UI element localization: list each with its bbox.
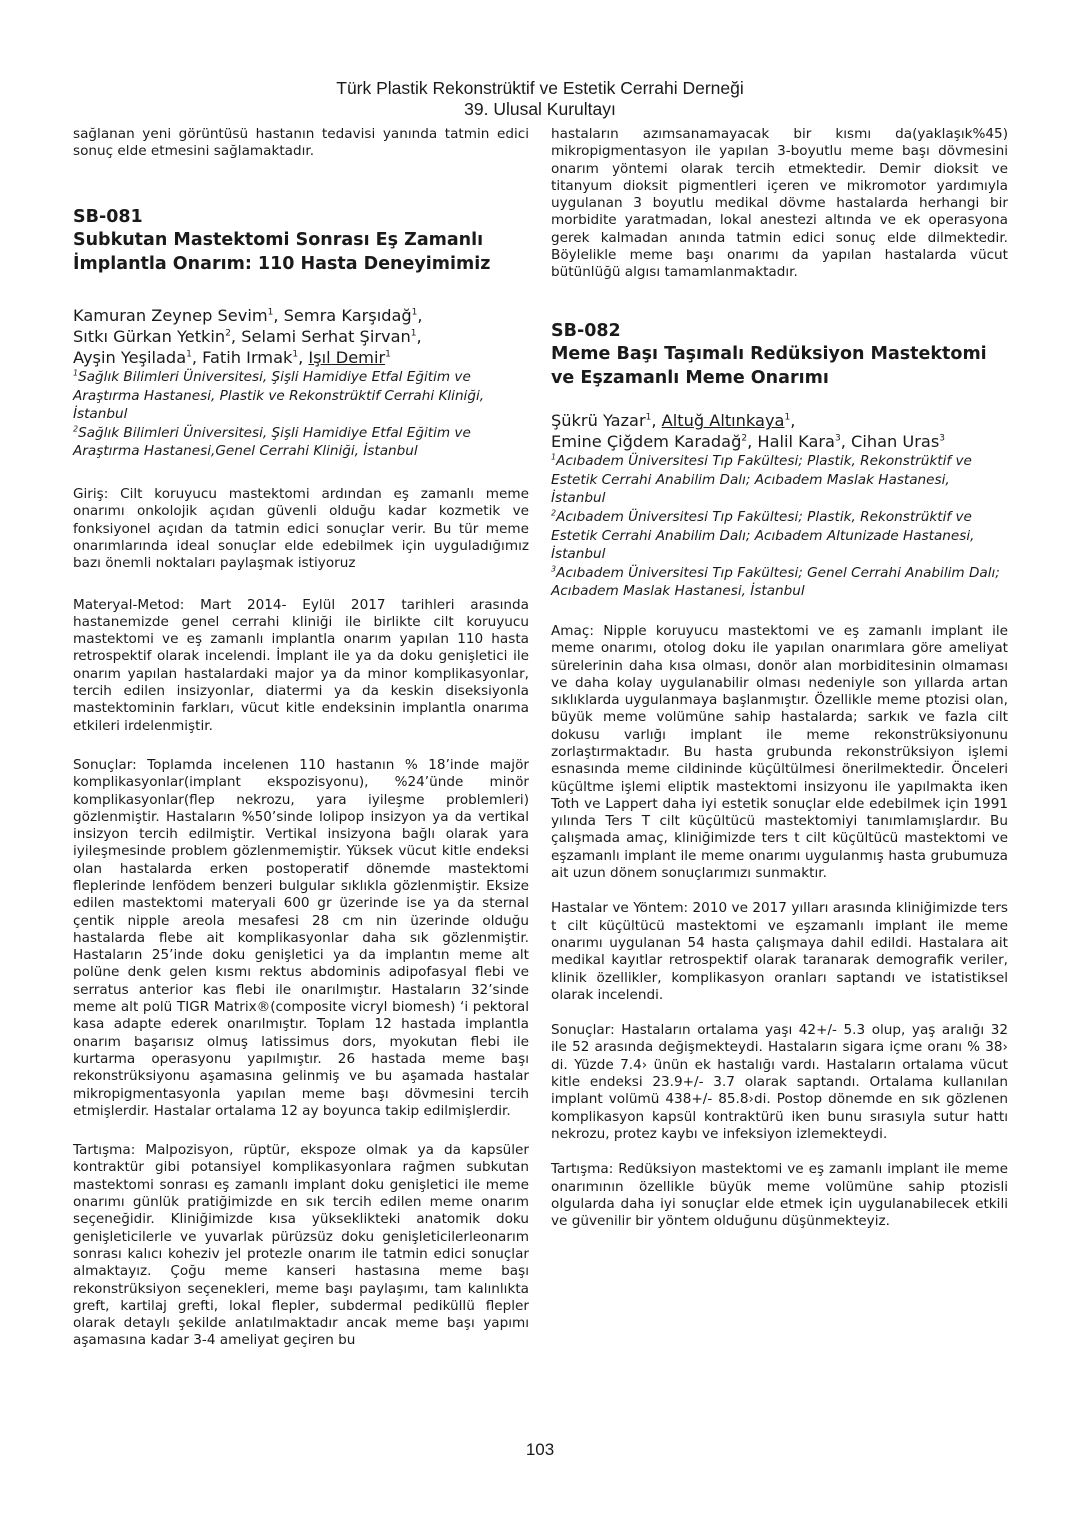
author: Kamuran Zeynep Sevim [73, 306, 268, 326]
author: Semra Karşıdağ [283, 306, 412, 326]
author-sup: 1 [411, 307, 418, 318]
page-number: 103 [525, 1440, 555, 1459]
author-sup: 1 [385, 349, 391, 360]
presenting-author: Işıl Demir [308, 348, 386, 368]
abstract-title: Subkutan Mastektomi Sonrası Eş Zamanlı İmplantla Onarım: 110 Hasta Deneyimimiz [73, 230, 491, 274]
author: Selami Serhat Şirvan [241, 327, 411, 347]
aim-paragraph: Amaç: Nipple koruyucu mastektomi ve eş zamanlı implant ile meme onarımı, otolog doku ile yapılan onarımlara göre ameliyat sürelerinin daha kısa olması, donör alan morbiditesinin olmaması ve daha kolay uygulanabilir olması nedeniyle son yıllarda artan sıklıklarda uygulanmaya başlanmıştır. Özellikle meme ptozisi olan, büyük meme volümüne sahip hastalarda; sarkık ve fazla cilt dokusu varlığı implant ile meme rekonstrüksiyonunu zorlaştırmaktadır. Bu hasta grubunda rekonstrüksiyon işlemi esnasında meme cildininde küçültülmesi önerilmektedir. Önceleri küçültme işlemi eliptik mastektomi insizyonu ile yapılmakta iken Toth ve Lappert daha iyi estetik sonuçlar elde edebilmek için 1991 yılında Ters T cilt küçültücü mastektomiyi tanımlamışlardır. Bu çalışmada amaç, kliniğimizde ters t cilt küçültücü mastektomi ve eşzamanlı implant ile meme onarımı uygulanmış hasta grubumuza ait uzun dönem sonuçlarımızı sunmaktır. [551, 622, 1008, 882]
results-paragraph: Sonuçlar: Hastaların ortalama yaşı 42+/- 5.3 olup, yaş aralığı 32 ile 52 arasında değişmekteydi. Hastaların sigara içme oranı % 38› di. Yüzde 7.4› ünün ek hastalığı vardı. Hastaların ortalama vücut kitle endeksi 23.9+/- 3.7 olarak saptandı. Ortalama kullanılan implant volümü 438+/- 85.8›di. Postop dönemde en sık gözlenen komplikasyon kapsül kontraktürü iken bunu sırasıyla sutur hattı nekrozu, protez kaybı ve infeksiyon izlemekteydi. [551, 1022, 1008, 1142]
abstract-code: SB-081 [73, 206, 143, 227]
author-sup: 3 [834, 433, 841, 444]
author-sup: 3 [939, 433, 945, 444]
continuation-text: hastaların azımsanamayacak bir kısmı da(yaklaşık%45) mikropigmentasyon ile yapılan 3-boyutlu meme başı dövmesini onarım yöntemi olarak tercih etmektedir. Demir dioksit ve titanyum dioksit pigmentleri içeren ve mikromotor yardımıyla uygulanan 3 boyutlu medikal dövme hastalarda herhangi bir morbidite yaratmadan, lokal anestezi altında ve ek operasyona gerek kalmadan anında tatmin edici sonuç elde dilmektedir. Böylelikle meme başı onarımı da yapılan hastalarda vücut bütünlüğü algısı tamamlanmaktadır. [551, 126, 1008, 281]
abstract-code: SB-082 [551, 320, 621, 341]
author-sup: 1 [292, 349, 299, 360]
author-sup: 2 [741, 433, 748, 444]
presenting-author: Altuğ Altınkaya [661, 411, 785, 431]
author-sup: 1 [267, 307, 274, 318]
author: Emine Çiğdem Karadağ [551, 432, 742, 452]
affiliation: $^1$Sağlık Bilimleri Üniversitesi, Şişli Hamidiye Etfal Eğitim ve Araştırma Hastanesi, Plastik ve Rekonstrüktif Cerrahi Kliniği, İstanbul [73, 368, 485, 423]
author-sup: 2 [225, 328, 231, 339]
author: Halil Kara [757, 432, 835, 452]
author: Şükrü Yazar [551, 411, 646, 431]
affiliation: $^2$Sağlık Bilimleri Üniversitesi, Şişli Hamidiye Etfal Eğitim ve Araştırma Hastanesi,Genel Cerrahi Kliniği, İstanbul [73, 424, 471, 460]
page-header [0, 78, 1080, 120]
affiliation: $^2$Acıbadem Üniversitesi Tıp Fakültesi; Plastik, Rekonstrüktif ve Estetik Cerrahi Anabilim Dalı; Acıbadem Altunizade Hastanesi, İstanbul [551, 508, 975, 563]
discussion-paragraph: Tartışma: Redüksiyon mastektomi ve eş zamanlı implant ile meme onarımının özellikle büyük meme volümüne sahip ptozisli olgularda daha iyi sonuçlar elde etmek için uygulanabilecek etkili ve güvenilir bir yöntem olduğunu düşünmekteyiz. [551, 1161, 1008, 1230]
author: Fatih Irmak [202, 348, 293, 368]
continuation-text: sağlanan yeni görüntüsü hastanın tedavisi yanında tatmin edici sonuç elde etmesini sağlamaktadır. [73, 126, 529, 160]
methods-paragraph: Hastalar ve Yöntem: 2010 ve 2017 yılları arasında kliniğimizde ters t cilt küçültücü mastektomi ve eşzamanlı implant ile meme onarımı uygulanan 54 hasta çalışmaya dahil edildi. Hastalara ait medikal kayıtlar retrospektif olarak taranarak demografik veriler, klinik özellikler, komplikasyon oranları saptandı ve istatistiksel olarak incelendi. [551, 900, 1008, 1003]
author: Ayşin Yeşilada [73, 348, 187, 368]
author-sup: 1 [645, 412, 652, 423]
author-list: Şükrü Yazar$^1$, Altuğ Altınkaya$^1$, Emine Çiğdem Karadağ$^2$, Halil Kara$^3$, Cihan Uras$^3$ [551, 411, 945, 452]
intro-paragraph: Giriş: Cilt koruyucu mastektomi ardından eş zamanlı meme onarımı onkolojik açıdan güvenli olduğu kadar kozmetik ve fonksiyonel açıdan da tatmin edici sonuçlar verir. Bu tür meme onarımlarında ideal sonuçlar elde edebilmek için uyguladığımız bazı önemli noktaları paylaşmak istiyoruz [73, 486, 529, 572]
author-sup: 1 [410, 328, 417, 339]
results-paragraph: Sonuçlar: Toplamda incelenen 110 hastanın % 18’inde majör komplikasyonlar(implant ekspozisyonu), %24’ünde minör komplikasyonlar(flep nekrozu, yara iyileşme problemleri) gözlenmiştir. Hastaların %50’sinde lolipop insizyon ya da vertikal insizyon tercih edilmiştir. Vertikal insizyona bağlı olarak yara iyileşmesinde problem gözlenmemiştir. Yüksek vücut kitle endeksi olan hastalarda erken postoperatif dönemde mastektomi fleplerinde lenfödem benzeri bulgular sıklıkla gözlenmiştir. Eksize edilen mastektomi materyali 600 gr üzerinde ise ya da sternal çentik nipple areola mesafesi 28 cm nin üzerinde olduğu hastalarda flebe ait komplikasyonlar daha sık gözlenmiştir. Hastaların 25’inde doku genişletici ya da implantın meme alt polüne denk gelen kısmı rektus abdominis adipofasyal flebi ve serratus anterior kas flebi ile onarılmıştır. Hastaların 32’sinde meme alt polü TIGR Matrix®(composite vicryl biomesh) ‘i pektoral kasa adapte ederek onarılmıştır. Toplam 12 hastada implantla onarım başarısız olmuş latissimus dors, myokutan flebi ile kurtarma operasyonu yapılmıştır. 26 hastada meme başı rekonstrüksiyonu aşamasına gelinmiş ve bu aşamada hastalar mikropigmentasyonla yapılan meme başı dövmesini tercih etmişlerdir. Hastalar ortalama 12 ay boyunca takip edilmişlerdir. [73, 756, 529, 1119]
methods-paragraph: Materyal-Metod: Mart 2014- Eylül 2017 tarihleri arasında hastanemizde genel cerrahi kliniği ile birlikte cilt koruyucu mastektomi ve eş zamanlı implantla onarım yapılan 110 hasta retrospektif olarak incelendi. İmplant ile ya da doku genişletici ile onarım yapılan hastalardaki major ya da minor komplikasyonlar, tercih edilen insizyonlar, diatermi ya da keskin diseksiyonla mastektominin farkları, vücut kitle endeksinin implantla onarıma etkileri irdelenmiştir. [73, 596, 529, 734]
society-name: Türk Plastik Rekonstrüktif ve Estetik Cerrahi Derneği [336, 78, 744, 98]
author-sup: 1 [784, 412, 791, 423]
author: Sıtkı Gürkan Yetkin [73, 327, 226, 347]
author: Cihan Uras [851, 432, 940, 452]
right-column [551, 126, 1008, 1230]
left-column [73, 126, 529, 1350]
affiliation: $^3$Acıbadem Üniversitesi Tıp Fakültesi; Genel Cerrahi Anabilim Dalı; Acıbadem Maslak Hastanesi, İstanbul [551, 564, 1000, 600]
abstract-title: Meme Başı Taşımalı Redüksiyon Mastektomi ve Eşzamanlı Meme Onarımı [551, 344, 987, 388]
congress-name: 39. Ulusal Kurultayı [464, 99, 616, 119]
discussion-paragraph: Tartışma: Malpozisyon, rüptür, ekspoze olmak ya da kapsüler kontraktür gibi potansiyel komplikasyonlara rağmen subkutan mastektomi sonrası eş zamanlı implant doku genişletici ile meme onarımı günlük pratiğimizde en sık tercih edilen meme onarım seçeneğidir. Kliniğimizde kısa yükseklikteki anatomik doku genişleticilerle ve yuvarlak pürüzsüz doku genişleticilerleonarım sonrası kalıcı koheziv jel protezle onarım ile tatmin edici sonuçlar almaktayız. Çoğu meme kanseri hastasına meme başı rekonstrüksiyon seçenekleri, meme başı paylaşımı, tam kalınlıkta greft, kartilaj grefti, lokal flepler, subdermal pediküllü flepler olarak detaylı şekilde anlatılmaktadır ancak meme başı yapımı aşamasına kadar 3-4 ameliyat geçiren bu [73, 1142, 529, 1349]
affiliation: $^1$Acıbadem Üniversitesi Tıp Fakültesi; Plastik, Rekonstrüktif ve Estetik Cerrahi Anabilim Dalı; Acıbadem Maslak Hastanesi, İstanbul [551, 452, 972, 507]
author-sup: 1 [186, 349, 192, 360]
author-list: Kamuran Zeynep Sevim$^1$, Semra Karşıdağ$^1$, Sıtkı Gürkan Yetkin$^2$, Selami Serhat Şirvan$^1$, Ayşin Yeşilada$^1$, Fatih Irmak$^1$, Işıl Demir$^1$ [73, 306, 423, 368]
